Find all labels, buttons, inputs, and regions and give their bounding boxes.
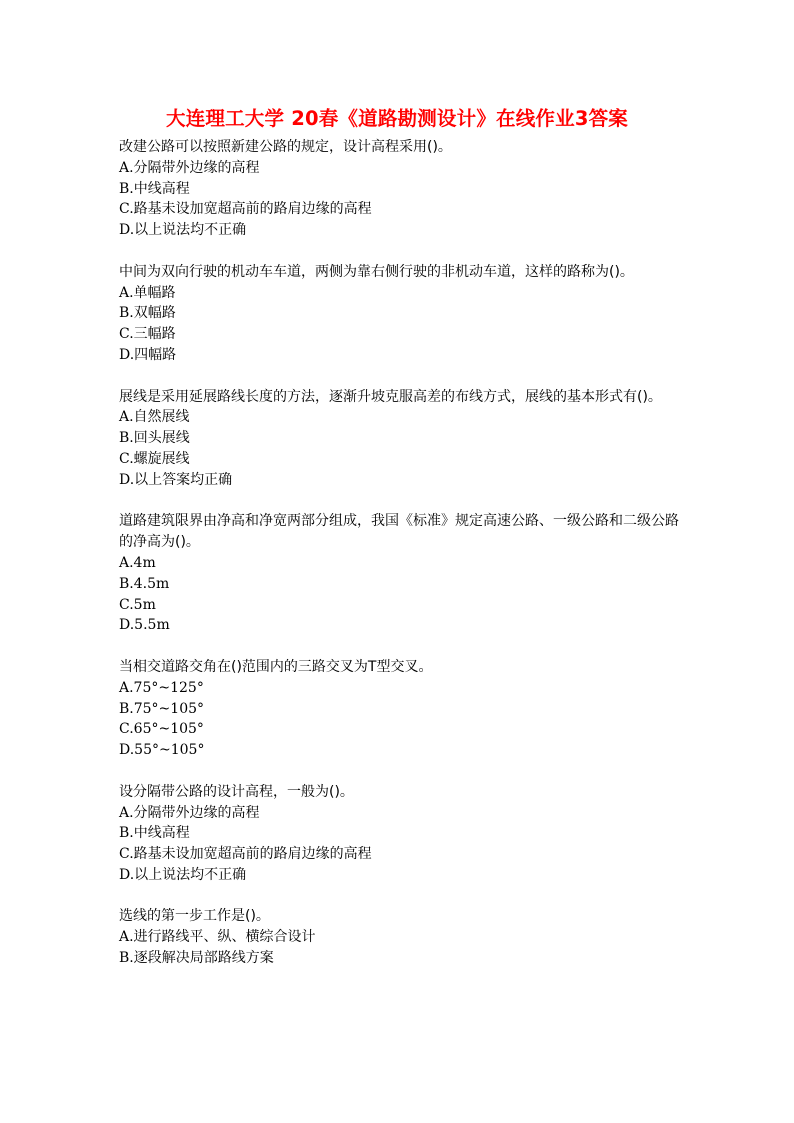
question-stem: 选线的第一步工作是()。 (119, 908, 270, 925)
question-stem: 设分隔带公路的设计高程，一般为()。 (119, 783, 354, 800)
option-b: B.双幅路 (119, 305, 176, 322)
option-b: B.4.5m (119, 575, 170, 592)
question-7 (119, 906, 679, 968)
option-a: A.进行路线平、纵、横综合设计 (119, 929, 316, 946)
option-c: C.螺旋展线 (119, 450, 190, 467)
option-d: D.以上说法均不正确 (119, 866, 247, 883)
question-6 (119, 782, 679, 886)
question-stem: 改建公路可以按照新建公路的规定，设计高程采用()。 (119, 139, 452, 155)
option-d: D.5.5m (119, 617, 170, 634)
option-b: B.75°~105° (119, 700, 205, 717)
option-a: A.分隔带外边缘的高程 (119, 804, 260, 821)
question-2 (119, 262, 679, 366)
document-title: 大连理工大学 20春《道路勘测设计》在线作业3答案 (166, 107, 628, 130)
option-a: A.单幅路 (119, 284, 176, 301)
question-1 (119, 137, 679, 241)
option-c: C.路基未设加宽超高前的路肩边缘的高程 (119, 846, 372, 863)
option-a: A.4m (119, 554, 156, 571)
question-list (119, 137, 679, 990)
option-d: D.以上答案均正确 (119, 471, 233, 488)
option-b: B.逐段解决局部路线方案 (119, 950, 274, 967)
option-b: B.中线高程 (119, 180, 190, 197)
option-a: A.75°~125° (119, 679, 204, 696)
question-3 (119, 387, 679, 491)
question-stem: 道路建筑限界由净高和净宽两部分组成，我国《标准》规定高速公路、一级公路和二级公路的净高为()。 (119, 513, 679, 551)
question-stem: 中间为双向行驶的机动车车道，两侧为靠右侧行驶的非机动车道，这样的路称为()。 (119, 263, 634, 280)
option-b: B.回头展线 (119, 430, 190, 447)
question-stem: 当相交道路交角在()范围内的三路交叉为T型交叉。 (119, 658, 433, 675)
question-4 (119, 511, 679, 636)
option-d: D.以上说法均不正确 (119, 222, 247, 239)
option-d: D.55°~105° (119, 742, 205, 759)
option-c: C.三幅路 (119, 326, 176, 343)
option-c: C.5m (119, 596, 156, 613)
option-a: A.分隔带外边缘的高程 (119, 159, 260, 176)
option-c: C.路基未设加宽超高前的路肩边缘的高程 (119, 201, 372, 218)
option-c: C.65°~105° (119, 721, 204, 738)
option-b: B.中线高程 (119, 825, 190, 842)
question-stem: 展线是采用延展路线长度的方法，逐渐升坡克服高差的布线方式，展线的基本形式有()。 (119, 388, 662, 405)
option-a: A.自然展线 (119, 409, 190, 426)
question-5 (119, 657, 679, 761)
option-d: D.四幅路 (119, 346, 177, 363)
